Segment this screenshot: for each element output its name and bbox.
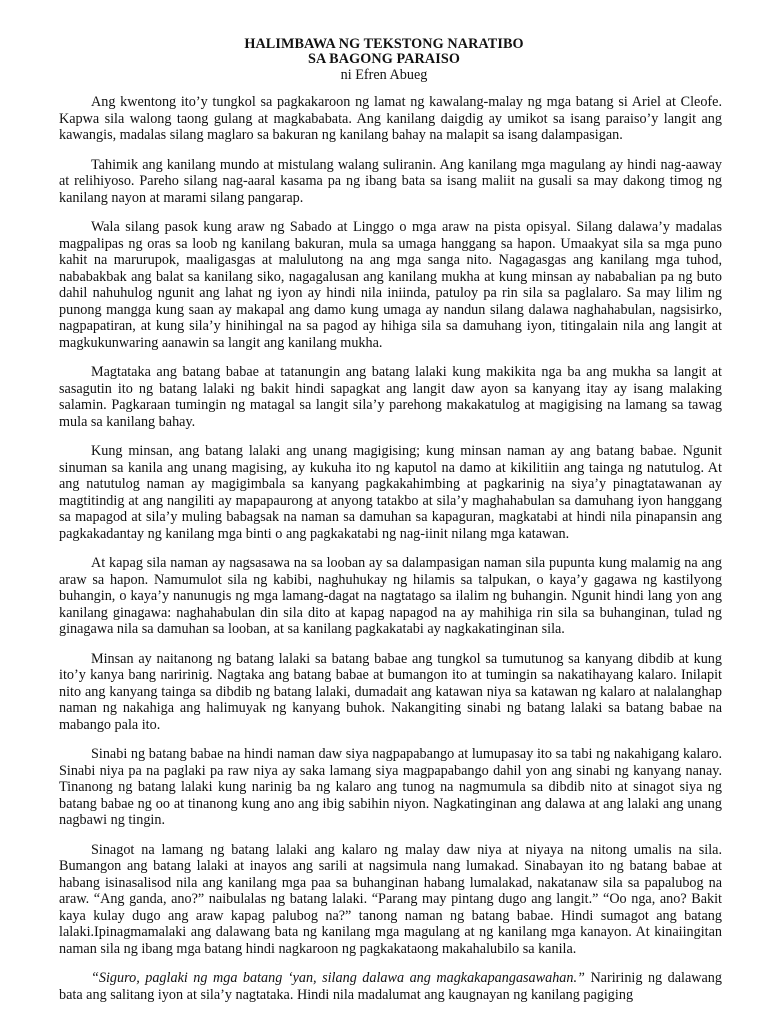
paragraph-7: Minsan ay naitanong ng batang lalaki sa batang babae ang tungkol sa tumutunog sa kanyang dibdib at kung ito’y kanya bang naririnig. Nagtaka ang batang babae at bumangon ito at tumingin sa nakatihayang kalaro. Inilapit nito ang kanyang tainga sa dibdib ng batang lalaki, dumadait ang katawan niya sa katawan ng kalaro at nalalanghap naman ng nakahiga ang halimuyak ng kanyang buhok. Nakangiting sinabi ng batang lalaki sa batang babae na mabango pala ito. bbox=[59, 650, 722, 733]
paragraph-2: Tahimik ang kanilang mundo at mistulang walang suliranin. Ang kanilang mga magulang ay hindi nag-aaway at relihiyoso. Pareho silang nag-aaral kasama pa ng ibang bata sa isang maliit na gusali sa may dakong timog ng kanilang nayon at marami silang pangarap. bbox=[59, 156, 722, 206]
paragraph-8: Sinabi ng batang babae na hindi naman daw siya nagpapabango at lumupasay ito sa tabi ng nakahigang kalaro. Sinabi niya pa na paglaki pa raw niya ay saka lamang siya magpapabango dahil yon ang sinabi ng kanyang nanay. Tinanong ng batang lalaki kung narinig ba ng kalaro ang tunog na nagmumula sa dibdib nito at sinagot siya ng batang babae ng oo at tinanong kung ano ang ibig sabihin niyon. Nagkatinginan ang dalawa at ang lalaki ang unang nagbawi ng tingin. bbox=[59, 746, 722, 828]
document-header bbox=[0, 37, 768, 83]
paragraph-10 bbox=[59, 970, 722, 1003]
document-author: ni Efren Abueg bbox=[340, 67, 428, 83]
paragraph-6: At kapag sila naman ay nagsasawa na sa looban ay sa dalampasigan naman sila pupunta kung malamig na ang araw sa hapon. Namumulot sila ng kabibi, naghuhukay ng hilamis sa talpukan, o kaya’y gagawa ng kastilyong buhangin, o kaya’y nanunugis ng mga lamang-dagat na nagtatago sa ilalim ng buhangin. Ngunit hindi lang yon ang kanilang ginagawa: naghahabulan din sila dito at kapag napagod na ay mahihiga rin sila sa buhanginan, tulad ng ginagawa nila sa damuhan sa looban, at sa kanilang pagkakatabi ay nagkakatinginan sila. bbox=[59, 555, 722, 637]
document-title: HALIMBAWA NG TEKSTONG NARATIBO bbox=[244, 36, 524, 52]
paragraph-10-quote: “Siguro, paglaki ng mga batang ‘yan, silang dalawa ang magkakapangasawahan.” bbox=[91, 970, 585, 986]
paragraph-9: Sinagot na lamang ng batang lalaki ang kalaro ng malay daw niya at niyaya na nitong umalis na sila. Bumangon ang batang lalaki at inayos ang sarili at nagsimula nang lumakad. Sinabayan ito ng batang babae at habang isinasalisod nila ang kanilang mga paa sa buhanginan habang lumalakad, nakatanaw sila sa papalubog na araw. “Ang ganda, ano?” naibulalas ng batang lalaki. “Parang may pintang dugo ang langit.” “Oo nga, ano? Bakit kaya kulay dugo ang araw kapag palubog na?” tanong naman ng batang babae. Hindi sumagot ang batang lalaki.Ipinagmamalaki ang dalawang bata ng kanilang mga magulang at ng kanilang mga kanayon. At kinaiingitan naman sila ng ibang mga batang hindi nagkaroon ng pagkakataong makahalubilo sa kanila. bbox=[59, 841, 722, 957]
paragraph-10-text: Naririnig ng dalawang bata ang salitang iyon at sila’y nagtataka. Hindi nila madalumat ang kaugnayan ng kanilang pagiging bbox=[59, 970, 722, 1003]
paragraph-1: Ang kwentong ito’y tungkol sa pagkakaroon ng lamat ng kawalang-malay ng mga batang si Ariel at Cleofe. Kapwa sila walong taong gulang at magkababata. Ang kanilang daigdig ay umikot sa isang paraiso’y langit ang kawangis, madalas silang maglaro sa bakuran ng kanilang bahay na malapit sa isang dalampasigan. bbox=[59, 94, 722, 143]
paragraph-3: Wala silang pasok kung araw ng Sabado at Linggo o mga araw na pista opisyal. Silang dalawa’y madalas magpalipas ng oras sa loob ng kanilang bakuran, mula sa umaga hanggang sa hapon. Umaakyat sila sa mga puno kahit na marurupok, maaligasgas at malulutong na ang mga sanga nito. Nagagasgas ang kanilang mga tuhod, nababakbak ang balat sa kanilang siko, nagagalusan ang kanilang mukha at kung minsan ay nababalian pa ng buto dahil nahuhulog ngunit ang lahat ng iyon ay hindi nila iniinda, patuloy pa rin sila sa paglalaro. Sa may lilim ng punong mangga kung saan ay makapal ang damo kung umaga ay nandun silang dalawa naghahabulan, nagsisirko, nagpapatiran, at kung sila’y hinihingal na sa pagod ay hihiga sila sa damuhang iyon, titingalain nila ang langit at magkukunwaring aanawin sa langit ang kanilang mukha. bbox=[59, 219, 722, 351]
paragraph-4: Magtataka ang batang babae at tatanungin ang batang lalaki kung makikita nga ba ang mukha sa langit at sasagutin ito ng batang lalaki ng bakit hindi sapagkat ang langit daw ayon sa kanyang itay ay isang malaking salamin. Pagkaraan tumingin ng matagal sa langit sila’y parehong makakatulog at magigising na lamang sa tawag mula sa kanilang bahay. bbox=[59, 364, 722, 430]
story-body bbox=[59, 94, 722, 1016]
document-subtitle: SA BAGONG PARAISO bbox=[307, 51, 460, 67]
paragraph-5: Kung minsan, ang batang lalaki ang unang magigising; kung minsan naman ay ang batang babae. Ngunit sinuman sa kanila ang unang magising, ay kukuha ito ng kaputol na damo at kikilitiin ang tainga ng natutulog. At ang natutulog naman ay magigimbala sa kanyang pagkakahimbing at pagkarinig na siya’y pinagtatawanan ay magtitindig at ang nangiliti ay mapapaurong at anyong tatakbo at sila’y maghahabulan sa damuhang iyon hanggang sa mapagod at sila’y muling babagsak na naman sa damuhan sa kapaguran, magkatabi at hindi nila pinapansin ang pagkakadantay ng kanilang mga binti o ang pagkakatabi ng nag-iinit nilang mga katawan. bbox=[59, 443, 722, 542]
